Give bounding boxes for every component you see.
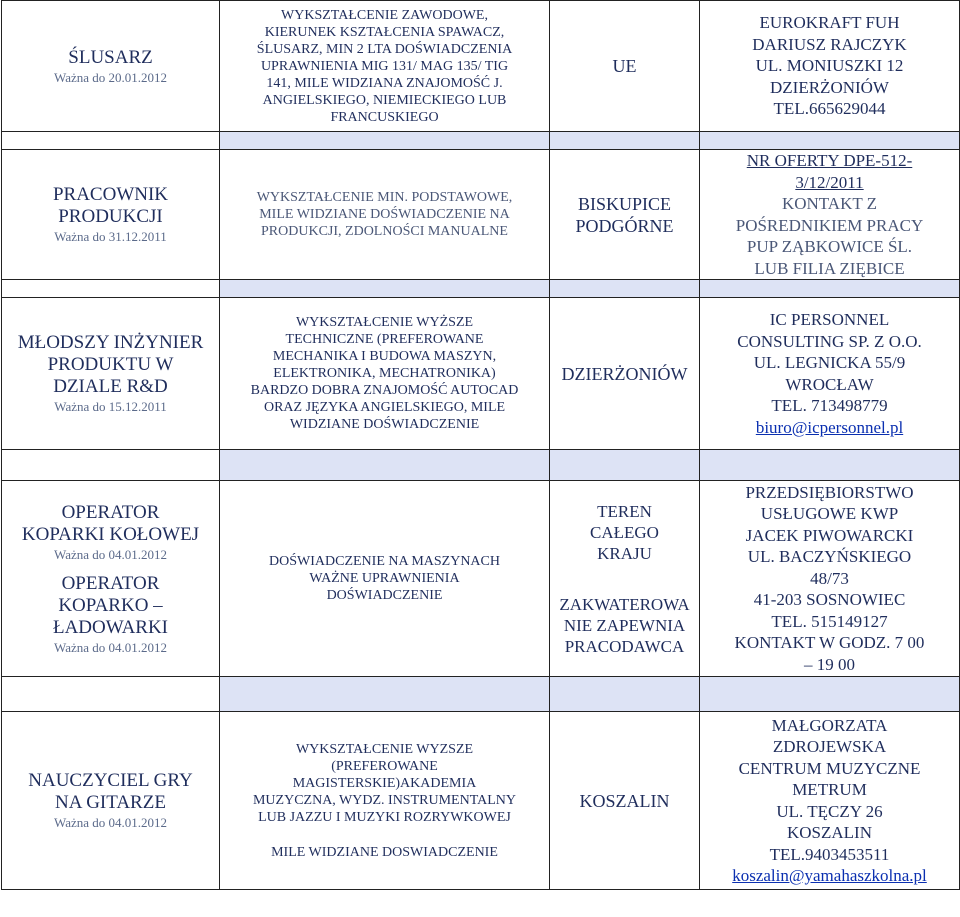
- contact-cell: [700, 481, 960, 677]
- requirement-line: TECHNICZNE (PREFEROWANE: [285, 332, 484, 347]
- contact-line: CENTRUM MUZYCZNE: [738, 758, 921, 778]
- requirement-line: UPRAWNIENIA MIG 131/ MAG 135/ TIG: [260, 58, 509, 74]
- separator-row: [2, 132, 960, 150]
- email-link[interactable]: biuro@icpersonnel.pl: [755, 417, 904, 437]
- requirement-line: DOŚWIADCZENIE NA MASZYNACH: [269, 554, 500, 569]
- separator-row: [2, 677, 960, 712]
- contact-info: [700, 715, 959, 887]
- requirements-cell: [220, 712, 550, 890]
- contact-line: TEL. 515149127: [771, 611, 888, 631]
- requirement-line: WYKSZTAŁCENIE WYŻSZE: [295, 315, 474, 330]
- location-cell: [550, 150, 700, 280]
- requirements-text: [220, 189, 549, 240]
- contact-line: METRUM: [792, 780, 867, 799]
- validity-date: Ważna do 31.12.2011: [54, 229, 167, 244]
- requirements-cell: [220, 1, 550, 132]
- job-title-cell: [2, 298, 220, 450]
- contact-line: IC PERSONNEL: [769, 310, 890, 329]
- job-title-cell: [2, 1, 220, 132]
- requirement-line: MUZYCZNA, WYDZ. INSTRUMENTALNY: [252, 792, 517, 808]
- job-offers-table: [1, 0, 960, 890]
- requirement-note: MILE WIDZIANE DOSWIADCZENIE: [271, 844, 498, 860]
- separator-row: [2, 450, 960, 481]
- contact-line: POŚREDNIKIEM PRACY: [735, 215, 924, 235]
- contact-line: TEL.9403453511: [769, 844, 890, 864]
- requirements-cell: [220, 298, 550, 450]
- contact-line: KONTAKT W GODZ. 7 00: [734, 633, 925, 653]
- requirement-line: KIERUNEK KSZTAŁCENIA SPAWACZ,: [264, 24, 505, 40]
- contact-line: UL. MONIUSZKI 12: [755, 56, 904, 76]
- requirements-text: [220, 7, 549, 126]
- contact-cell: [700, 712, 960, 890]
- location-cell: [550, 481, 700, 677]
- requirements-cell: [220, 481, 550, 677]
- location-note: ZAKWATEROWA NIE ZAPEWNIA PRACODAWCA: [559, 594, 690, 656]
- contact-info: [700, 12, 959, 120]
- validity-date: Ważna do 04.01.2012: [53, 546, 168, 562]
- contact-line: JACEK PIWOWARCKI: [745, 525, 914, 545]
- contact-line: UL. LEGNICKA 55/9: [753, 353, 906, 372]
- contact-cell: [700, 298, 960, 450]
- separator-row: [2, 280, 960, 298]
- validity-date: Ważna do 04.01.2012: [53, 815, 168, 830]
- requirement-line: (PREFEROWANE: [331, 758, 438, 774]
- table-row: [2, 298, 960, 450]
- contact-info: [700, 150, 959, 279]
- contact-info: [700, 309, 959, 438]
- contact-line: DARIUSZ RAJCZYK: [752, 34, 907, 54]
- location-cell: [550, 298, 700, 450]
- requirement-line: LUB JAZZU I MUZYKI ROZRYWKOWEJ: [258, 809, 511, 825]
- requirement-line: ELEKTRONIKA, MECHATRONIKA): [273, 366, 496, 381]
- validity-date: Ważna do 04.01.2012: [53, 639, 168, 655]
- requirement-line: BARDZO DOBRA ZNAJOMOŚĆ AUTOCAD: [250, 383, 519, 398]
- validity-date: Ważna do 15.12.2011: [54, 399, 167, 414]
- contact-info: [700, 482, 959, 676]
- table-row: [2, 1, 960, 132]
- contact-line: ZDROJEWSKA: [772, 737, 887, 756]
- requirements-text: [220, 553, 549, 604]
- contact-line: KONTAKT Z: [781, 194, 878, 213]
- location: BISKUPICE PODGÓRNE: [575, 193, 674, 236]
- table-row: [2, 150, 960, 280]
- contact-line: UL. TĘCZY 26: [776, 801, 883, 821]
- contact-line: USŁUGOWE KWP: [760, 504, 899, 524]
- requirements-text: [220, 741, 549, 861]
- location: DZIERŻONIÓW: [561, 363, 688, 384]
- requirements-cell: [220, 150, 550, 280]
- contact-cell: [700, 1, 960, 132]
- job-title: NAUCZYCIEL GRY NA GITARZE: [28, 770, 193, 813]
- contact-line: TEL. 713498779: [771, 396, 888, 415]
- requirement-line: MILE WIDZIANE DOŚWIADCZENIE NA: [259, 207, 510, 222]
- contact-line: EUROKRAFT FUH: [759, 13, 900, 33]
- location: TEREN CAŁEGO KRAJU: [590, 501, 659, 563]
- contact-line: LUB FILIA ZIĘBICE: [754, 258, 905, 278]
- job-title: MŁODSZY INŻYNIER PRODUKTU W DZIALE R&D: [17, 332, 204, 397]
- job-title-cell: [2, 481, 220, 677]
- validity-date: Ważna do 20.01.2012: [53, 69, 168, 85]
- contact-line: DZIERŻONIÓW: [770, 77, 889, 97]
- job-title-cell: [2, 712, 220, 890]
- contact-line: PRZEDSIĘBIORSTWO: [745, 482, 914, 502]
- requirement-line: MECHANIKA I BUDOWA MASZYN,: [272, 349, 497, 364]
- requirement-line: FRANCUSKIEGO: [330, 109, 439, 125]
- job-title-cell: [2, 150, 220, 280]
- table-row: [2, 481, 960, 677]
- location: KOSZALIN: [579, 790, 670, 811]
- requirement-line: WYKSZTAŁCENIE ZAWODOWE,: [281, 7, 488, 23]
- job-title: OPERATOR KOPARKI KOŁOWEJ: [21, 501, 200, 545]
- contact-line: PUP ZĄBKOWICE ŚL.: [746, 237, 913, 256]
- requirement-line: ŚLUSARZ, MIN 2 LTA DOŚWIADCZENIA: [256, 41, 513, 57]
- requirement-line: PRODUKCJI, ZDOLNOŚCI MANUALNE: [261, 224, 508, 239]
- requirement-line: ORAZ JĘZYKA ANGIELSKIEGO, MILE: [263, 400, 506, 415]
- job-title: ŚLUSARZ: [68, 46, 153, 68]
- requirement-line: 141, MILE WIDZIANA ZNAJOMOŚĆ J.: [266, 75, 503, 91]
- contact-line: KOSZALIN: [787, 823, 872, 842]
- location: UE: [612, 56, 637, 76]
- requirement-line: MAGISTERSKIE)AKADEMIA: [292, 775, 477, 791]
- job-title-secondary: OPERATOR KOPARKO – ŁADOWARKI: [52, 572, 169, 638]
- job-title: PRACOWNIK PRODUKCJI: [52, 184, 169, 227]
- requirement-line: WIDZIANE DOŚWIADCZENIE: [289, 417, 480, 432]
- requirement-line: DOŚWIADCZENIE: [326, 588, 443, 603]
- location-cell: [550, 712, 700, 890]
- email-link[interactable]: koszalin@yamahaszkolna.pl: [732, 866, 927, 885]
- table-row: [2, 712, 960, 890]
- location-cell: [550, 1, 700, 132]
- requirements-text: [220, 314, 549, 433]
- requirement-line: WAŻNE UPRAWNIENIA: [309, 571, 460, 586]
- offer-number: NR OFERTY DPE-512-3/12/2011: [746, 151, 913, 192]
- contact-line: WROCŁAW: [785, 374, 874, 394]
- requirement-line: ANGIELSKIEGO, NIEMIECKIEGO LUB: [262, 92, 507, 108]
- contact-line: 48/73: [810, 568, 849, 588]
- requirement-line: WYKSZTAŁCENIE WYZSZE: [295, 741, 474, 757]
- contact-line: TEL.665629044: [773, 99, 886, 119]
- contact-line: MAŁGORZATA: [771, 715, 888, 735]
- contact-line: CONSULTING SP. Z O.O.: [737, 331, 922, 351]
- requirement-line: WYKSZTAŁCENIE MIN. PODSTAWOWE,: [256, 190, 513, 205]
- contact-cell: [700, 150, 960, 280]
- contact-line: UL. BACZYŃSKIEGO: [747, 547, 912, 567]
- contact-line: 41-203 SOSNOWIEC: [753, 590, 906, 610]
- contact-line: – 19 00: [804, 654, 855, 674]
